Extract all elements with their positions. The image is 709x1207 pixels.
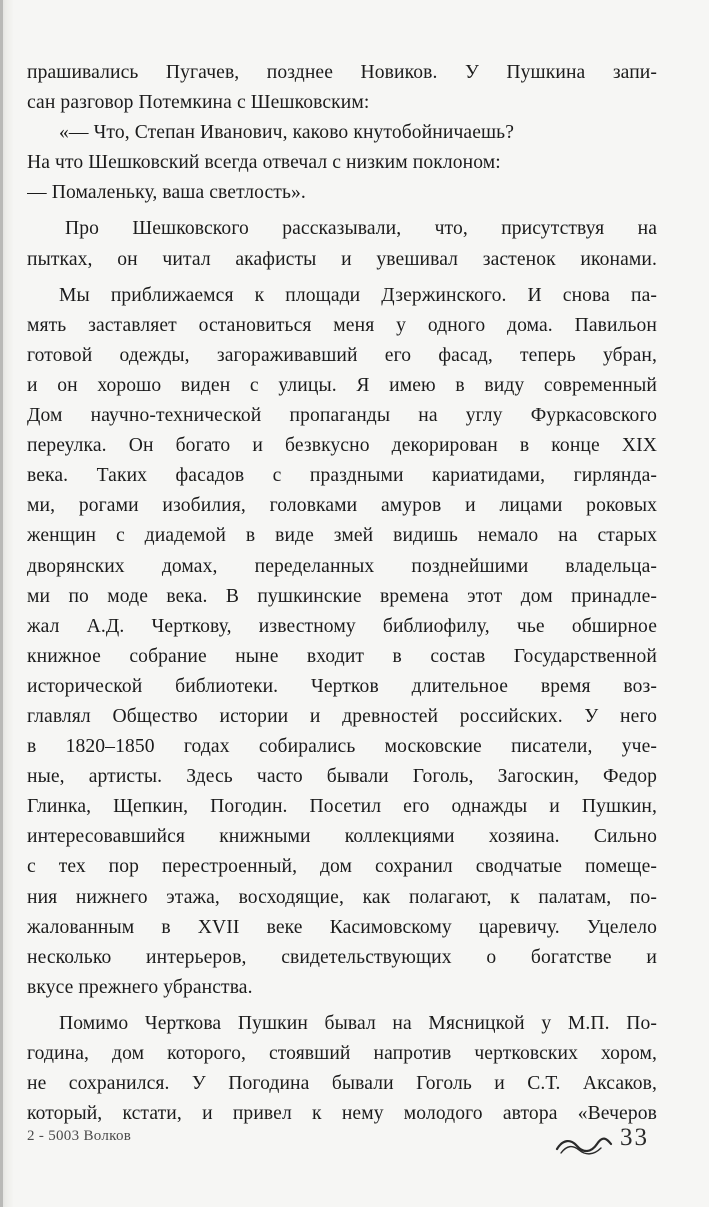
text-line: несколько интерьеров, свидетельствующих о богатстве и xyxy=(27,946,657,968)
text-line: сан разговор Потемкина с Шешковским: xyxy=(27,92,370,114)
page-number: 33 xyxy=(620,1124,649,1151)
text-line: интересовавшийся книжными коллекциями хозяина. Сильно xyxy=(27,826,657,848)
text-line: жалованным в XVII веке Касимовскому царевичу. Уцелело xyxy=(27,916,657,938)
text-line: Дом научно-технической пропаганды на углу Фуркасовского xyxy=(27,405,657,427)
text-line: Глинка, Щепкин, Погодин. Посетил его однажды и Пушкин, xyxy=(27,796,657,818)
text-line: година, дом которого, стоявший напротив чертковских хором, xyxy=(27,1043,657,1064)
text-line: с тех пор перестроенный, дом сохранил сводчатые помеще- xyxy=(27,856,657,878)
text-line: ми, рогами изобилия, головками амуров и лицами роковых xyxy=(27,495,657,517)
text-line: готовой одежды, загораживавший его фасад, теперь убран, xyxy=(27,344,657,366)
text-line: книжное собрание ныне входит в состав Государственной xyxy=(27,645,657,667)
text-line: жал А.Д. Черткову, известному библиофилу, чье обширное xyxy=(27,615,657,637)
text-line: пытках, он читал акафисты и увешивал застенок иконами. xyxy=(27,248,657,270)
text-line: дворянских домах, переделанных позднейшими владельца- xyxy=(27,555,657,577)
text-line: — Помаленьку, ваша светлость». xyxy=(27,182,306,204)
text-line: не сохранился. У Погодина бывали Гоголь и С.Т. Аксаков, xyxy=(27,1073,657,1095)
text-line: исторической библиотеки. Чертков длительное время воз- xyxy=(27,675,657,697)
text-line: Про Шешковского рассказывали, что, присутствуя на xyxy=(65,218,657,240)
text-line: который, кстати, и привел к нему молодого автора «Вечеров xyxy=(27,1103,657,1125)
text-line: ния нижнего этажа, восходящие, как полагают, к палатам, по- xyxy=(27,886,657,908)
text-line: прашивались Пугачев, позднее Новиков. У Пушкина запи- xyxy=(27,62,657,83)
text-line: главлял Общество истории и древностей российских. У него xyxy=(27,705,657,727)
text-line: женщин с диадемой в виде змей видишь немало на старых xyxy=(27,525,657,547)
text-line: ные, артисты. Здесь часто бывали Гоголь, Загоскин, Федор xyxy=(27,766,657,788)
text-line: вкусе прежнего убранства. xyxy=(27,976,253,998)
printer-signature: 2 - 5003 Волков xyxy=(27,1128,132,1144)
text-line: Мы приближаемся к площади Дзержинского. И снова па- xyxy=(59,284,657,306)
body-text xyxy=(27,58,657,1129)
page-edge-shadow xyxy=(0,0,3,1207)
text-line: и он хорошо виден с улицы. Я имею в виду современный xyxy=(27,374,657,396)
text-line: в 1820–1850 годах собирались московские писатели, уче- xyxy=(27,736,657,758)
text-line: мять заставляет остановиться меня у одного дома. Павильон xyxy=(27,314,657,336)
text-line: ми по моде века. В пушкинские времена этот дом принадле- xyxy=(27,585,657,607)
tilde-flourish-icon xyxy=(555,1133,613,1159)
text-line: века. Таких фасадов с праздными кариатидами, гирлянда- xyxy=(27,465,657,487)
text-line: На что Шешковский всегда отвечал с низким поклоном: xyxy=(27,152,501,174)
text-line: «— Что, Степан Иванович, каково кнутобойничаешь? xyxy=(59,122,515,144)
text-line: переулка. Он богато и безвкусно декорирован в конце XIX xyxy=(27,435,657,457)
text-line: Помимо Черткова Пушкин бывал на Мясницкой у М.П. По- xyxy=(59,1012,657,1034)
